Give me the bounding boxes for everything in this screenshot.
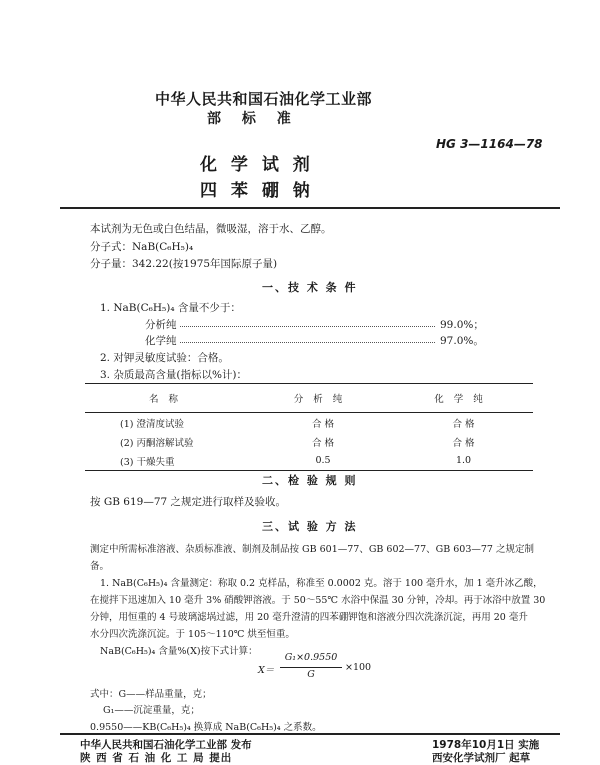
para-1-line-1: 测定中所需标准溶液、杂质标准液、制剂及制品按 GB 601—77、GB 602—77、GB 603—77 之规定制 — [90, 544, 534, 555]
fraction-bar — [280, 667, 342, 668]
where-factor: 0.9550——KB(C₆H₅)₄ 换算成 NaB(C₆H₅)₄ 之系数。 — [90, 722, 322, 733]
table-cell: 0.5 — [252, 451, 394, 471]
header-divider — [60, 207, 560, 209]
item-1: 1. NaB(C₆H₅)₄ 含量不少于： — [100, 302, 241, 314]
section-1-title: 一、技 术 条 件 — [262, 281, 358, 294]
table-cell: (3) 干燥失重 — [85, 451, 252, 471]
table-header-row — [85, 384, 533, 413]
item-3: 3. 杂质最高含量(指标以%计)： — [100, 369, 248, 381]
dot-leader — [180, 342, 435, 343]
para-2-line-1: 1. NaB(C₆H₅)₄ 含量测定：称取 0.2 克样品，称准至 0.0002 克。溶于 100 毫升水，加 1 毫升冰乙酸， — [100, 578, 543, 589]
table-header: 名称 — [148, 394, 188, 405]
table-row — [85, 451, 533, 471]
where-g: 式中：G——样品重量，克； — [90, 689, 212, 700]
table-cell: (1) 澄清度试验 — [120, 418, 184, 430]
table-row — [85, 432, 533, 451]
drafter: 西安化学试剂厂 起草 — [432, 752, 531, 764]
molecular-weight: 分子量：342.22(按1975年国际原子量) — [90, 258, 278, 270]
impurity-table — [85, 383, 533, 471]
where-g1: G₁——沉淀重量，克； — [103, 705, 200, 716]
section-2-text: 按 GB 619—77 之规定进行取样及验收。 — [90, 496, 287, 508]
para-1-line-2: 备。 — [90, 561, 110, 572]
para-2-line-2: 在搅拌下迅速加入 10 毫升 3% 硝酸钾溶液。于 50～55℃ 水浴中保温 30 分钟，冷却。再于冰浴中放置 30 — [90, 595, 546, 606]
formula-multiplier: ×100 — [345, 662, 372, 673]
table-header: 化学纯 — [434, 394, 493, 405]
dot-leader — [180, 326, 435, 327]
footer-divider — [60, 733, 560, 735]
category-title: 化 学 试 剂 — [200, 155, 314, 175]
table-cell: 合 格 — [311, 418, 335, 430]
item-2: 2. 对钾灵敏度试验：合格。 — [100, 352, 229, 364]
standard-type: 部 标 准 — [207, 111, 299, 127]
table-cell: 1.0 — [394, 451, 533, 471]
ministry-title: 中华人民共和国石油化学工业部 — [155, 90, 373, 108]
table-row — [85, 413, 533, 433]
implementation-date: 1978年10月1日 实施 — [432, 739, 540, 751]
formula-numerator: G₁×0.9550 — [284, 652, 338, 663]
grade-ar-value: 99.0%； — [440, 319, 484, 331]
para-2-line-4: 水分四次洗涤沉淀。于 105～110℃ 烘至恒重。 — [90, 629, 295, 640]
grade-ar-label: 分析纯 — [145, 319, 177, 331]
description: 本试剂为无色或白色结晶，微吸湿，溶于水、乙醇。 — [90, 223, 332, 235]
table-cell: 合 格 — [452, 437, 475, 449]
issuer-line-2: 陕 西 省 石 油 化 工 局 提出 — [80, 752, 233, 764]
molecular-formula: 分子式：NaB(C₆H₅)₄ — [90, 241, 194, 253]
grade-cp-value: 97.0%。 — [440, 335, 484, 347]
formula-intro: NaB(C₆H₅)₄ 含量%(X)按下式计算： — [100, 646, 258, 657]
product-title: 四 苯 硼 钠 — [200, 181, 314, 201]
issuer-line-1: 中华人民共和国石油化学工业部 发布 — [80, 739, 252, 751]
section-2-title: 二、检 验 规 则 — [262, 474, 358, 487]
formula-lhs: X＝ — [258, 665, 275, 676]
grade-cp-label: 化学纯 — [145, 335, 177, 347]
table-header: 分析纯 — [293, 394, 353, 405]
table-cell: (2) 丙酮溶解试验 — [120, 437, 194, 449]
standard-code: HG 3—1164—78 — [436, 137, 543, 151]
para-2-line-3: 分钟，用恒重的 4 号玻璃滤埚过滤，用 20 毫升澄清的四苯硼钾饱和溶液分四次洗涤沉淀，再用 20 毫升 — [90, 612, 528, 623]
table-cell: 合 格 — [311, 437, 335, 449]
table-cell: 合 格 — [452, 418, 475, 430]
formula-denominator: G — [307, 669, 315, 680]
section-3-title: 三、试 验 方 法 — [262, 520, 358, 533]
